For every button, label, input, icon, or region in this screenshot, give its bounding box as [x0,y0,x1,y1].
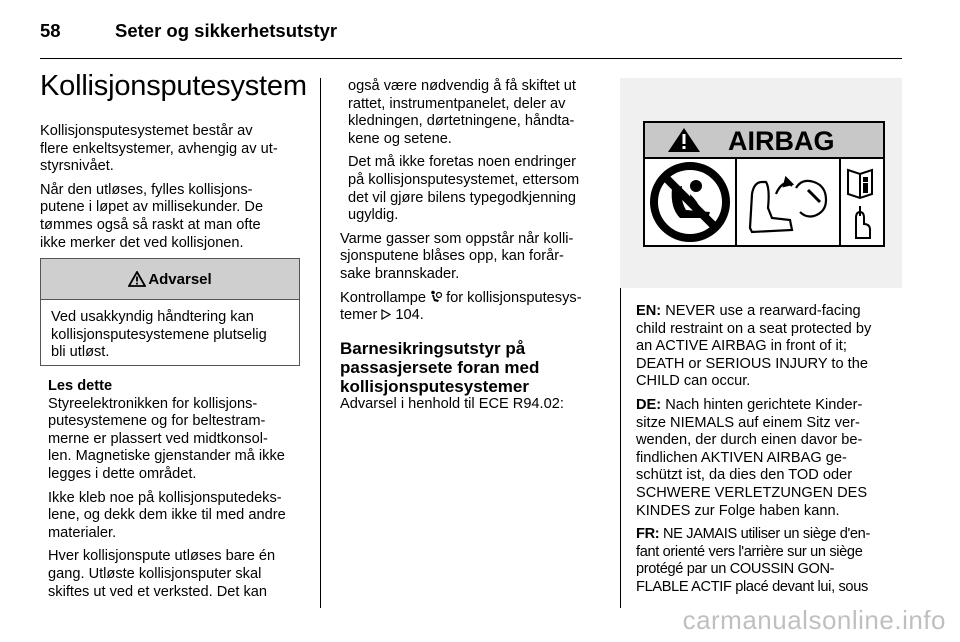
note-paragraph-1: Styreelektronikken for kollisjons- putesystemene og for beltestram- merne er plassert ved midtkonsol- len. Magnetiske gjenstander må ikke legges i dette området. [48,395,285,482]
subsection-heading: Barnesikringsutstyr på passasjersete foran med kollisjonsputesystemer [340,338,540,396]
page-reference-arrow-icon [381,309,391,320]
note-paragraph-2: Ikke kleb noe på kollisjonsputedeks- lene, og dekk dem ikke til med andre materialer. [48,489,286,541]
warning-english: EN: NEVER use a rearward-facing child restraint on a seat protected by an ACTIVE AIRBAG in front of it; DEATH or SERIOUS INJURY to the CHILD can occur. [636,303,872,390]
watermark: carmanualsonline.info [682,605,946,635]
airbag-label-text: AIRBAG [728,126,835,156]
page-header [40,20,337,42]
note-paragraph-5: Det må ikke foretas noen endringer på kollisjonsputesystemet, ettersom det vil gjøre bilens typegodkjenning ugyldig. [348,154,580,224]
warning-triangle-icon [128,271,146,287]
chapter-title: Seter og sikkerhetsutstyr [115,20,338,41]
warning-german: DE: Nach hinten gerichtete Kinder- sitze NIEMALS auf einem Sitz ver- wenden, der durch einen davor be- findlichen AKTIVEN AIRBAG ge- schützt ist, da dies den TOD oder SCHWERE VERLETZUNGEN DES KINDES zur Folge haben kann. [636,396,868,519]
page-number: 58 [40,20,61,41]
note-paragraph-4: også være nødvendig å få skiftet ut rattet, instrumentpanelet, deler av kledningen, dørtetningene, håndta- kene og setene. [348,78,576,147]
paragraph-hot-gases: Varme gasser som oppstår når kolli- sjonsputene blåses opp, kan forår- sake brannskader. [340,230,574,282]
paragraph-composition: Kollisjonsputesystemet består av flere enkeltsystemer, avhengig av ut- styrsnivået. [40,123,278,175]
section-heading: Kollisjonsputesystem [40,70,307,102]
column-divider-1 [320,78,321,608]
warning-french: FR: NE JAMAIS utiliser un siège d'en- fant orienté vers l'arrière sur un siège protégé par un COUSSIN GON- FLABLE ACTIF placé devant lui, sous [636,526,870,595]
column-2 [340,78,610,413]
paragraph-ece-warning: Advarsel i henhold til ECE R94.02: [340,395,564,412]
warning-body: Ved usakkyndig håndtering kan kollisjonsputesystemene plutselig bli utløst. [51,309,267,361]
airbag-warning-label [620,78,902,288]
paragraph-control-lamp: Kontrollampe for kollisjonsputesys- temer 104. [340,289,582,324]
warning-header [41,259,299,300]
header-rule [40,58,902,59]
warning-title: Advarsel [148,270,212,288]
note-heading: Les dette [48,378,113,394]
airbag-label-figure [620,78,902,288]
note-continuation [340,78,610,225]
column-1-intro [40,123,308,258]
warning-box [40,258,300,366]
airbag-warning-lamp-icon [430,290,442,303]
note-paragraph-3: Hver kollisjonspute utløses bare én gang. Utløste kollisjonsputer skal skiftes ut ved et verksted. Det kan [48,548,276,600]
column-3-text [636,303,906,603]
note-block [48,378,310,607]
paragraph-deployment: Når den utløses, fylles kollisjons- putene i løpet av millisekunder. De tømmes også så raskt at man ofte ikke merker det ved kollisjonen. [40,181,264,251]
